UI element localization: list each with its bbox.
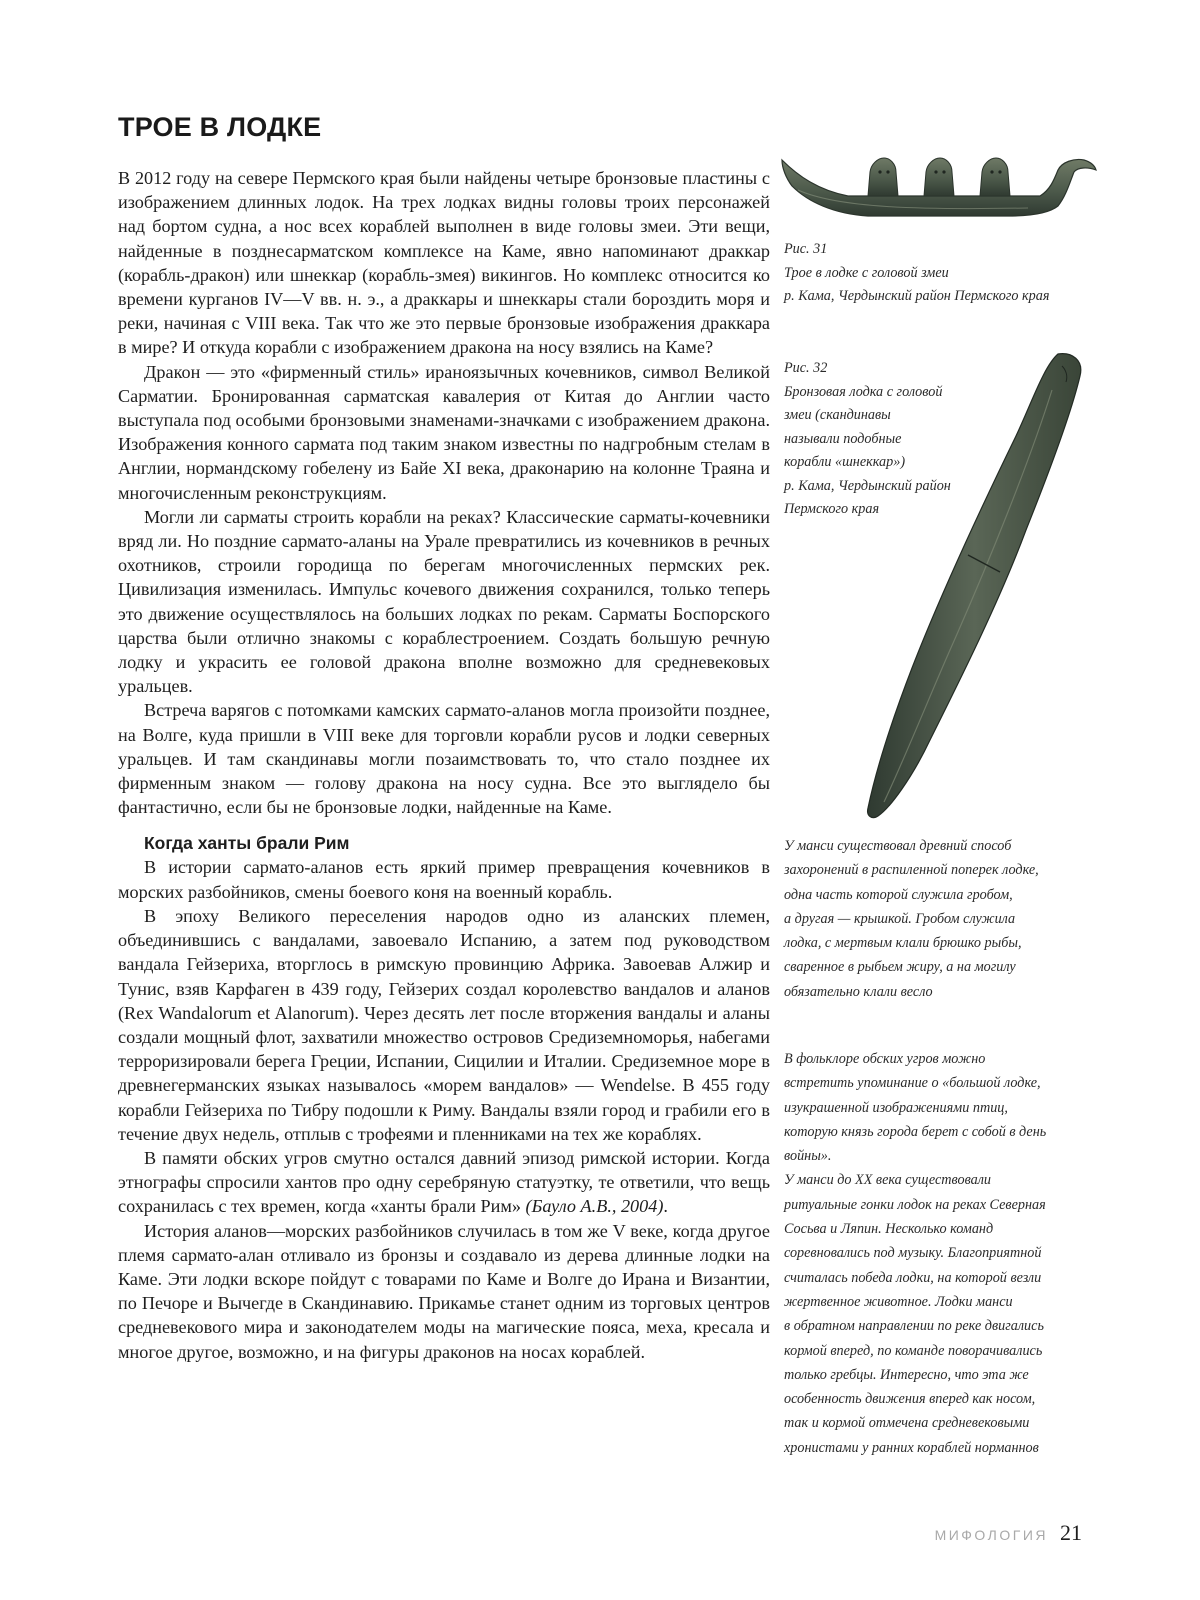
sidenote-line: В фольклоре обских угров можно (784, 1051, 986, 1067)
sidenote-line: лодка, с мертвым клали брюшко рыбы, (784, 935, 1022, 952)
sidenote-line: а другая — крышкой. Гробом служила (784, 910, 1016, 927)
sidenote-line: У манси до XX века существовали (784, 1172, 992, 1189)
sidenote-line: кормой вперед, по команде поворачивались (784, 1342, 1043, 1359)
body-paragraph: Могли ли сарматы строить корабли на реках? Классические сарматы-кочевники вряд ли. Но поздние сармато-аланы на Урале превратились из кочевников в речных охотников, строили городища по берегам многочисленных пермских рек. Цивилизация изменилась. Импульс кочевого движения сохранился, только теперь это движение осуществлялось на больших лодках по рекам. Сарматы Боспорского царства были отлично знакомы с кораблестроением. Создать большую речную лодку и украсить ее головой дракона вполне возможно для средневековых уральцев. (118, 506, 770, 697)
sidenote-line: жертвенное животное. Лодки манси (784, 1293, 1013, 1310)
caption-line: корабли «шнеккар») (784, 454, 906, 470)
caption-line: Пермского края (784, 501, 880, 517)
page-footer (935, 1520, 1082, 1546)
sidenote-line: хронистами у ранних кораблей норманнов (784, 1439, 1039, 1456)
body-paragraph: В эпоху Великого переселения народов одно из аланских племен, объединившись с вандалами, завоевало Испанию, а затем под руководством вандала Гейзериха, вторглось в римскую провинцию Африка. Завоевав Алжир и Тунис, взяв Карфаген в 439 году, Гейзерих создал королевство вандалов и аланов (Rex Wandalorum et Alanorum). Через десять лет после вторжения вандалы и аланы создали мощный флот, захватили множество островов Средиземноморья, набегами терроризировали берега Греции, Испании, Сицилии и Италии. Средиземное море в древнегерманских языках называлось «морем вандалов» — Wendelse. В 455 году корабли Гейзериха по Тибру подошли к Риму. Вандалы взяли город и грабили его в течение двух недель, отплыв с трофеями и пленниками на тех же кораблях. (118, 905, 770, 1144)
sidenote-line: только гребцы. Интересно, что эта же (784, 1366, 1029, 1383)
caption-line: Трое в лодке с головой змеи (784, 264, 949, 281)
caption-line: р. Кама, Чердынский район Пермского края (784, 288, 1050, 304)
sidenote-line: одна часть которой служила гробом, (784, 886, 1013, 903)
body-paragraph: В 2012 году на севере Пермского края были найдены четыре бронзовые пластины с изображением длинных лодок. На трех лодках видны головы троих персонажей над бортом судна, а нос всех кораблей выполнен в виде головы змеи. Эти вещи, найденные в позднесарматском комплексе на Каме, явно напоминают драккар (корабль-дракон) или шнеккар (корабль-змея) викингов. Но комплекс относится ко времени курганов IV—V вв. н. э., а драккары и шнеккары стали бороздить моря и реки, начиная с VIII века. Так что же это первые бронзовые изображения драккара в мире? И откуда корабли с изображением дракона на носу взялись на Каме? (118, 168, 770, 358)
sidenote-line: так и кормой отмечена средневековыми (784, 1415, 1030, 1432)
sidenote-line: ритуальные гонки лодок на реках Северная (784, 1196, 1046, 1213)
figure-number: Рис. 31 (784, 241, 828, 257)
sidenote-line: особенность движения вперед как носом, (784, 1391, 1036, 1408)
citation: (Бауло А.В., 2004) (525, 1196, 664, 1217)
page-number: 21 (1060, 1520, 1082, 1545)
figure-31-caption (784, 238, 1049, 309)
sidenote-mansi-burial (784, 834, 1039, 1004)
bronze-boat-plate-image (778, 150, 1100, 222)
body-paragraph: Встреча варягов с потомками камских сармато-аланов могла произойти позднее, на Волге, куда пришли в VIII веке для торговли корабли русов и лодки северных уральцев. И там скандинавы могли позаимствовать то, что стало позднее их фирменным знаком — голову дракона на носу судна. Все это выглядело бы фантастично, если бы не бронзовые лодки, найденные на Каме. (118, 700, 770, 818)
body-paragraph: В истории сармато-аланов есть яркий пример превращения кочевников в морских разбойников, смены боевого коня на военный корабль. (118, 857, 770, 902)
sidenote-line: считалась победа лодки, на которой везли (784, 1269, 1042, 1286)
body-paragraph: Дракон — это «фирменный стиль» ираноязычных кочевников, символ Великой Сарматии. Бронированная сарматская кавалерия от Китая до Англии часто выступала под особыми бронзовыми знаменами-значками с изображением дракона. Изображения конного сармата под таким знаком известны по надгробным стелам в Англии, нормандскому гобелену из Байе XI века, драконарию на колонне Траяна и многочисленным реконструкциям. (118, 361, 770, 503)
figure-number: Рис. 32 (784, 360, 828, 376)
sidenote-line: войны». (784, 1148, 832, 1165)
sidenote-line: Сосьва и Ляпин. Несколько команд (784, 1221, 994, 1238)
paragraph-text: В памяти обских угров смутно остался давний эпизод римской истории. Когда этнографы спросили хантов про одну серебряную статуэтку, те ответили, что вещь сохранилась с тех времен, когда «ханты брали Рим» (118, 1147, 770, 1217)
caption-line: называли подобные (784, 430, 902, 447)
figure-32-caption (784, 357, 951, 522)
body-paragraph: История аланов—морских разбойников случилась в том же V веке, когда другое племя сармато-алан отливало из бронзы и создавало из дерева длинные лодки на Каме. Эти лодки вскоре пойдут с товарами по Каме и Волге до Ирана и Византии, по Печоре и Вычегде в Скандинавию. Прикамье станет одним из торговых центров средневекового мира и законодателем моды на магические пояса, меха, кресала и многое другое, возможно, и на фигуры драконов на носах кораблей. (118, 1220, 770, 1362)
sidenote-line: сваренное в рыбьем жиру, а на могилу (784, 959, 1016, 976)
sidenote-line: изукрашенной изображениями птиц, (784, 1099, 1008, 1116)
sidenote-line: которую князь города берет с собой в день (784, 1123, 1047, 1140)
sidenote-line: У манси существовал древний способ (784, 838, 1012, 854)
paragraph-tail: . (663, 1196, 668, 1217)
sidenote-line: обязательно клали весло (784, 983, 933, 1000)
section-heading: Когда ханты брали Рим (144, 833, 350, 854)
page-title: ТРОЕ В ЛОДКЕ (118, 112, 322, 142)
caption-line: змеи (скандинавы (784, 407, 891, 423)
running-title: МИФОЛОГИЯ (934, 1527, 1048, 1543)
sidenote-folklore (784, 1047, 1046, 1460)
caption-line: р. Кама, Чердынский район (784, 477, 951, 494)
main-text-column (118, 166, 770, 1364)
sidenote-line: соревновались под музыку. Благоприятной (784, 1245, 1042, 1262)
sidenote-line: захоронений в распиленной поперек лодке, (784, 862, 1039, 879)
body-paragraph-rome (118, 1146, 770, 1219)
caption-line: Бронзовая лодка с головой (784, 383, 943, 400)
sidenote-line: в обратном направлении по реке двигались (784, 1318, 1044, 1335)
sidenote-line: встретить упоминание о «большой лодке, (784, 1075, 1041, 1092)
